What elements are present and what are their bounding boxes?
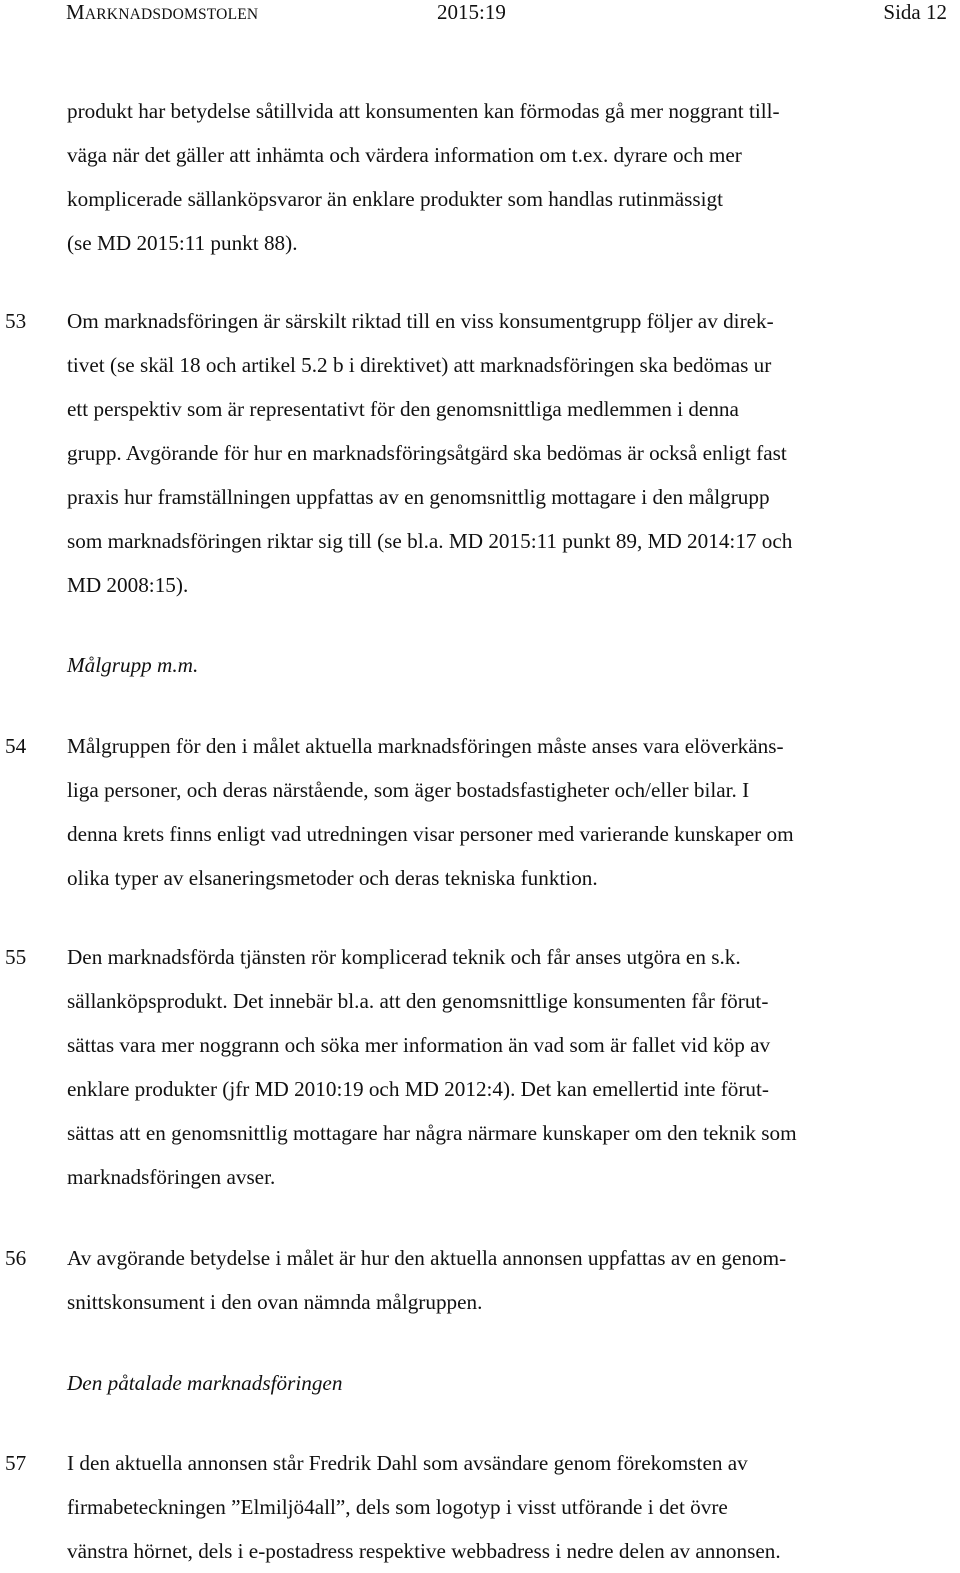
paragraph-number: 56 — [5, 1246, 27, 1270]
text-line: produkt har betydelse såtillvida att konsumenten kan förmodas gå mer noggrant till- — [67, 99, 780, 123]
paragraph-number: 53 — [5, 309, 27, 333]
text-line: Om marknadsföringen är särskilt riktad till en viss konsumentgrupp följer av direk- — [67, 309, 774, 333]
text-line: komplicerade sällanköpsvaror än enklare produkter som handlas rutinmässigt — [67, 187, 724, 211]
text-line: I den aktuella annonsen står Fredrik Dahl som avsändare genom förekomsten av — [67, 1451, 748, 1475]
text-line: liga personer, och deras närstående, som äger bostadsfastigheter och/eller bilar. I — [67, 778, 750, 802]
text-line: Av avgörande betydelse i målet är hur den aktuella annonsen uppfattas av en genom- — [67, 1246, 787, 1270]
page-number: Sida 12 — [883, 0, 947, 24]
text-line: tivet (se skäl 18 och artikel 5.2 b i direktivet) att marknadsföringen ska bedömas ur — [67, 353, 772, 377]
page-header — [0, 0, 960, 30]
text-line: olika typer av elsaneringsmetoder och deras tekniska funktion. — [67, 866, 598, 890]
text-line: vänstra hörnet, dels i e-postadress respektive webbadress i nedre delen av annonsen. — [67, 1539, 781, 1563]
text-line: grupp. Avgörande för hur en marknadsföringsåtgärd ska bedömas är också enligt fast — [67, 441, 787, 465]
text-line: ett perspektiv som är representativt för den genomsnittliga medlemmen i denna — [67, 397, 739, 421]
paragraph-body — [67, 299, 792, 607]
text-line: marknadsföringen avser. — [67, 1165, 276, 1189]
paragraph-body — [67, 935, 797, 1199]
text-line: firmabeteckningen ”Elmiljö4all”, dels som logotyp i visst utförande i det övre — [67, 1495, 728, 1519]
paragraph-number: 57 — [5, 1451, 27, 1475]
paragraph-number: 54 — [5, 734, 27, 758]
court-name: MARKNADSDOMSTOLEN — [66, 0, 259, 24]
paragraph-body — [67, 724, 794, 900]
paragraph-body — [67, 89, 780, 265]
paragraph-number: 55 — [5, 945, 27, 969]
text-line: denna krets finns enligt vad utredningen visar personer med varierande kunskaper om — [67, 822, 794, 846]
text-line: MD 2008:15). — [67, 573, 189, 597]
case-number: 2015:19 — [437, 0, 506, 24]
text-line: (se MD 2015:11 punkt 88). — [67, 231, 298, 255]
paragraph-body — [67, 1441, 781, 1573]
section-heading-malgrupp: Målgrupp m.m. — [67, 653, 199, 677]
text-line: praxis hur framställningen uppfattas av en genomsnittlig mottagare i den målgrupp — [67, 485, 770, 509]
text-line: Den marknadsförda tjänsten rör komplicerad teknik och får anses utgöra en s.k. — [67, 945, 741, 969]
paragraph-body — [67, 1236, 786, 1324]
text-line: som marknadsföringen riktar sig till (se bl.a. MD 2015:11 punkt 89, MD 2014:17 och — [67, 529, 793, 553]
text-line: snittskonsument i den ovan nämnda målgruppen. — [67, 1290, 483, 1314]
text-line: enklare produkter (jfr MD 2010:19 och MD 2012:4). Det kan emellertid inte förut- — [67, 1077, 769, 1101]
text-line: sättas vara mer noggrann och söka mer information än vad som är fallet vid köp av — [67, 1033, 771, 1057]
text-line: sättas att en genomsnittlig mottagare har några närmare kunskaper om den teknik som — [67, 1121, 797, 1145]
section-heading-patalade: Den påtalade marknadsföringen — [67, 1371, 343, 1395]
text-line: väga när det gäller att inhämta och värdera information om t.ex. dyrare och mer — [67, 143, 742, 167]
text-line: sällanköpsprodukt. Det innebär bl.a. att den genomsnittlige konsumenten får förut- — [67, 989, 769, 1013]
text-line: Målgruppen för den i målet aktuella marknadsföringen måste anses vara elöverkäns- — [67, 734, 784, 758]
